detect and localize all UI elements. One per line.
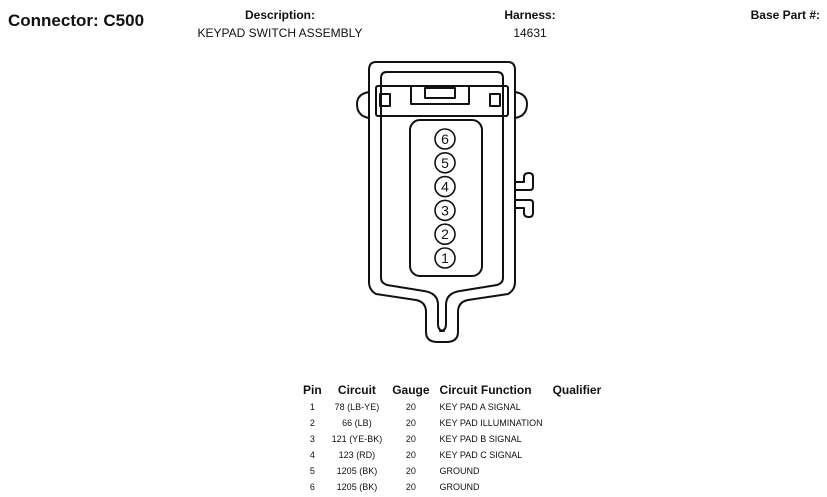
table-row [298, 464, 606, 480]
table-row [298, 448, 606, 464]
cell-gauge: 20 [405, 450, 416, 460]
table-row [298, 400, 606, 416]
description-label: Description: [244, 8, 315, 22]
cell-gauge: 20 [405, 402, 416, 412]
header-gauge: Gauge [392, 383, 430, 397]
cell-gauge: 20 [405, 482, 416, 492]
side-bump-right [515, 92, 527, 118]
latch-bar [376, 86, 508, 116]
cell-pin: 6 [309, 482, 315, 492]
header-pin: Pin [303, 383, 322, 397]
cell-gauge: 20 [405, 418, 416, 428]
cell-function: GROUND [439, 482, 480, 492]
cell-pin: 2 [309, 418, 315, 428]
cell-circuit: 66 (LB) [342, 418, 372, 428]
pin-table [298, 381, 606, 496]
pin-number-3: 3 [441, 202, 449, 219]
cell-function: KEY PAD ILLUMINATION [439, 418, 543, 428]
cell-pin: 5 [309, 466, 315, 476]
pin-number-6: 6 [441, 131, 449, 147]
cell-pin: 1 [309, 402, 315, 412]
connector-title: Connector: C500 [8, 11, 145, 30]
cell-circuit: 123 (RD) [338, 450, 376, 460]
table-row [298, 416, 606, 432]
description-value: KEYPAD SWITCH ASSEMBLY [197, 26, 363, 40]
cell-qualifier [548, 400, 607, 416]
cell-function: GROUND [439, 466, 480, 476]
cell-function: KEY PAD A SIGNAL [439, 402, 521, 412]
latch-center [425, 88, 455, 98]
table-row [298, 480, 606, 496]
harness-value: 14631 [513, 26, 547, 40]
cell-circuit: 121 (YE-BK) [331, 434, 383, 444]
pin-number-4: 4 [441, 178, 449, 195]
header-circuit: Circuit [337, 383, 376, 397]
pin-number-2: 2 [441, 226, 449, 243]
cell-qualifier [548, 448, 607, 464]
cell-qualifier [548, 432, 607, 448]
harness-label: Harness: [504, 8, 556, 22]
pin-number-5: 5 [441, 154, 449, 171]
latch-tab-right [490, 94, 500, 106]
pin-number-1: 1 [441, 250, 449, 266]
side-key-right [515, 173, 533, 190]
header-qualifier: Qualifier [552, 383, 602, 397]
cell-circuit: 78 (LB-YE) [334, 402, 380, 412]
side-bump-left [357, 92, 369, 118]
table-row [298, 432, 606, 448]
cell-qualifier [548, 480, 607, 496]
header-circuit-function: Circuit Function [439, 383, 532, 397]
cell-qualifier [548, 464, 607, 480]
cell-gauge: 20 [405, 466, 416, 476]
cell-circuit: 1205 (BK) [336, 466, 378, 476]
cell-pin: 3 [309, 434, 315, 444]
cell-function: KEY PAD B SIGNAL [439, 434, 522, 444]
cell-pin: 4 [309, 450, 315, 460]
cell-circuit: 1205 (BK) [336, 482, 378, 492]
cell-gauge: 20 [405, 434, 416, 444]
cell-function: KEY PAD C SIGNAL [439, 450, 523, 460]
cell-qualifier [548, 416, 607, 432]
base-part-label: Base Part #: [750, 8, 820, 22]
pin-table-header-row [298, 381, 606, 400]
